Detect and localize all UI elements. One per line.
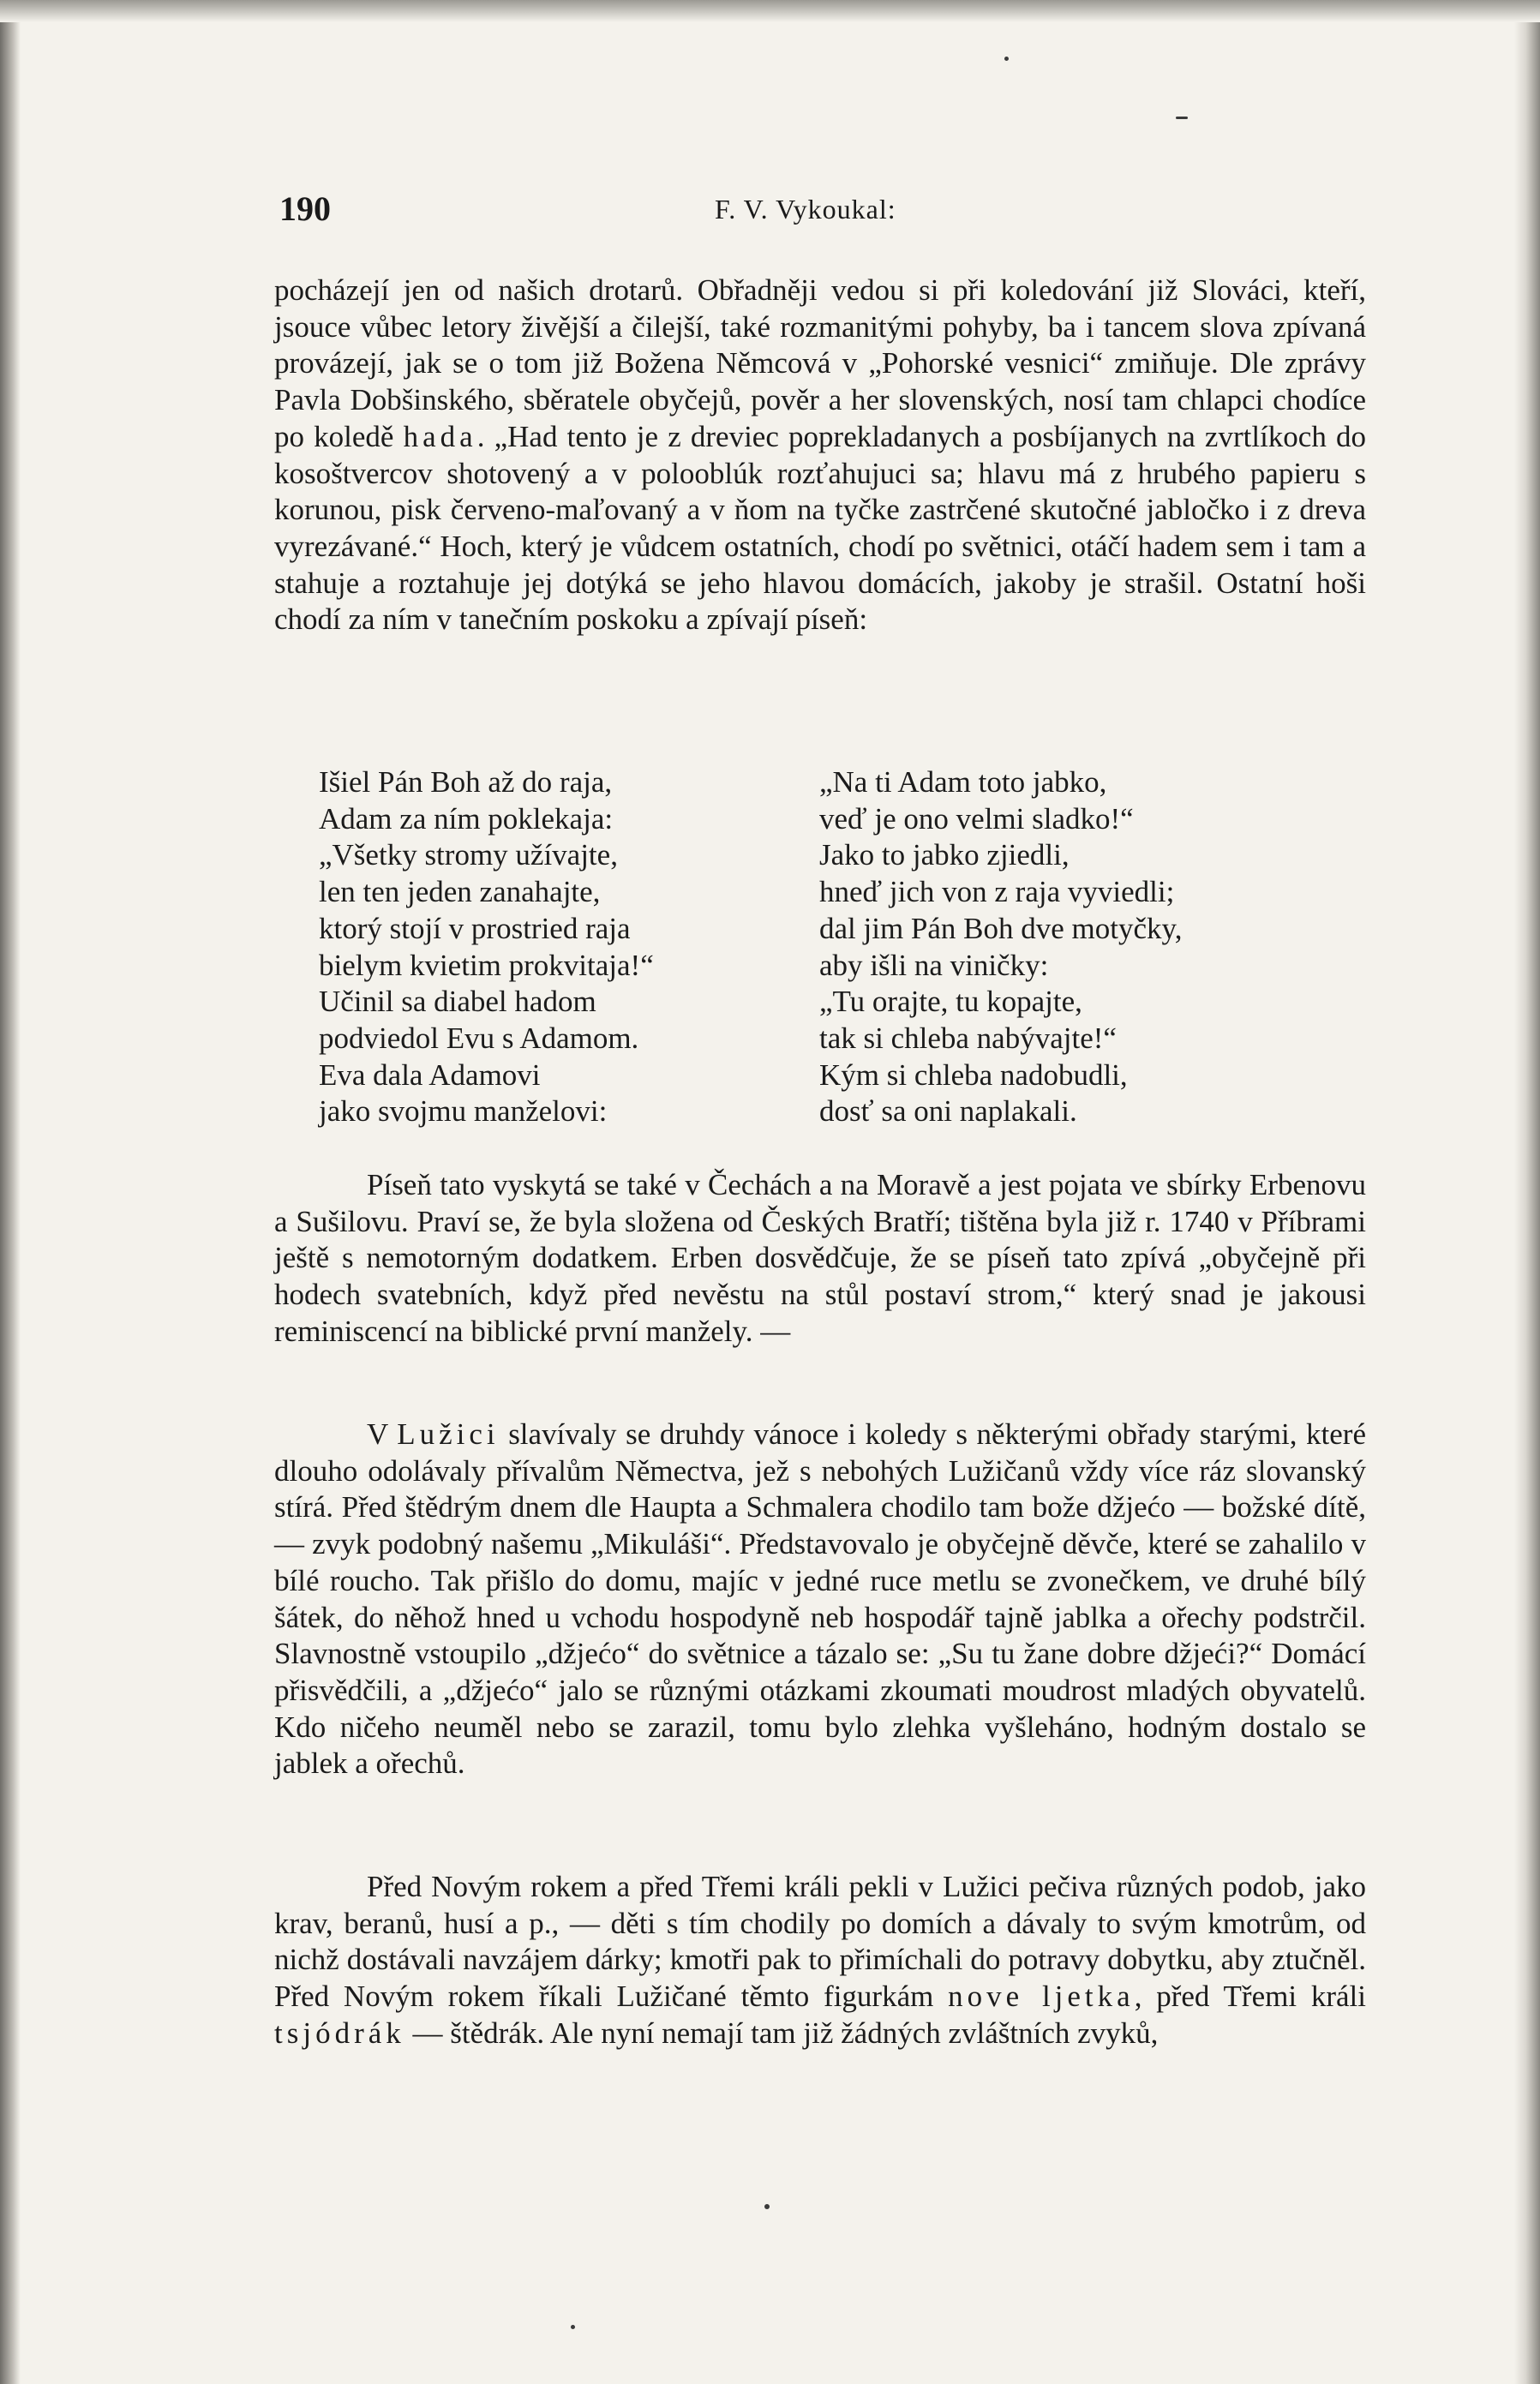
page-left-edge-shadow bbox=[0, 0, 21, 2384]
poem-line: Išiel Pán Boh až do raja, bbox=[319, 765, 613, 799]
paragraph-text: slavívaly se druhdy vánoce i koledy s některými obřady starými, které dlouho odolávaly přívalům Němectva, jež s nebohých Lužičanů vždy více ráz slovanský stírá. Před štědrým dnem dle Haupta a Schmalera chodilo tam bože džjećo — božské dítě, — zvyk podobný našemu „Mikuláši“. Představovalo je obyčejně děvče, které se zahalilo v bílé roucho. Tak přišlo do domu, majíc v jedné ruce metlu se zvonečkem, ve druhé bílý šátek, do něhož hned u vchodu hospodyně neb hospodář tajně jablka a ořechy podstrčil. Slavnostně vstoupilo „džjećo“ do světnice a tázalo se: „Su tu žane dobre džjeći?“ Domácí přisvědčili, a „džjećo“ jalo se různými otázkami zkoumati moudrost mladých obyvatelů. Kdo ničeho neuměl nebo se zarazil, tomu bylo zlehka vyšleháno, hodným dostalo se jablek a ořechů. bbox=[274, 1417, 1366, 1781]
poem-line: dosť sa oni naplakali. bbox=[819, 1094, 1077, 1129]
paragraph-text: pocházejí jen od našich drotarů. Obřadněji vedou si při koledování již Slováci, kteří, jsouce vůbec letory živější a čilejší, také rozmanitými pohyby, ba i tancem slova zpívaná provázejí, jak se o tom již Božena Němcová v „Pohorské vesnici“ zmiňuje. Dle zprávy Pavla Dobšinského, sběratele obyčejů, pověr a her slovenských, nosí tam chlapci chodíce po koledě bbox=[274, 273, 1366, 453]
paragraph-koledovani-slovaci bbox=[274, 273, 1366, 638]
poem-line: jako svojmu manželovi: bbox=[319, 1094, 608, 1129]
paragraph-luzice-vanoce bbox=[274, 1417, 1366, 1782]
spaced-term: nove ljetka bbox=[948, 1980, 1135, 2014]
paragraph-text: , před Třemi králi bbox=[1134, 1980, 1366, 2014]
ink-speck bbox=[1004, 57, 1009, 61]
poem-line: Eva dala Adamovi bbox=[319, 1057, 541, 1092]
poem-line: Adam za ním poklekaja: bbox=[319, 801, 614, 836]
paragraph-pisen-cechy: Píseň tato vyskytá se také v Čechách a na Moravě a jest pojata ve sbírky Erbenovu a Sušilovu. Praví se, že byla složena od Českých Bratří; tištěna byla již r. 1740 v Příbrami ještě s nemotorným dodatkem. Erben dosvědčuje, že se píseň tato zpívá „obyčejně při hodech svatebních, když před nevěstu na stůl postaví strom,“ který snad je jakousi reminiscencí na biblické první manžely. — bbox=[274, 1168, 1366, 1348]
spaced-term: hada bbox=[403, 419, 477, 453]
running-title: F. V. Vykoukal: bbox=[715, 194, 896, 225]
poem-right-column bbox=[819, 764, 1351, 1130]
ink-speck bbox=[1176, 117, 1188, 119]
poem-line: Kým si chleba nadobudli, bbox=[819, 1057, 1128, 1092]
paragraph-text: Před Novým rokem a před Třemi králi pekli v Lužici pečiva různých podob, jako krav, beranů, husí a p., — děti s tím chodily po domích a dávaly to svým kmotrům, od nichž dostávali navzájem dárky; kmotři pak to přimíchali do potravy dobytku, aby ztučněl. Před Novým rokem říkali Lužičané těmto figurkám bbox=[274, 1870, 1366, 2014]
poem-line: aby išli na viničky: bbox=[819, 948, 1049, 982]
spaced-term: tsjódrák bbox=[274, 2016, 405, 2050]
paragraph-text: . „Had tento je z dreviec poprekladanych a posbíjanych na zvrtlíkoch do kosoštvercov shotovený a v polooblúk rozťahujuci sa; hlavu má z hrubého papieru s korunou, pisk červeno-maľovaný a v ňom na tyčke zastrčené skutočné jabločko i z dreva vyrezávané.“ Hoch, který je vůdcem ostatních, chodí po světnici, otáčí hadem sem i tam a stahuje a roztahuje jej dotýká se jeho hlavou domácích, jakoby je strašil. Ostatní hoši chodí za ním v tanečním poskoku a zpívají píseň: bbox=[274, 419, 1366, 637]
paragraph-text: V bbox=[367, 1417, 398, 1451]
poem-line: veď je ono velmi sladko!“ bbox=[819, 801, 1134, 836]
poem-line: Učinil sa diabel hadom bbox=[319, 985, 596, 1019]
poem-line: ktorý stojí v prostried raja bbox=[319, 911, 631, 945]
page-number: 190 bbox=[279, 189, 331, 228]
poem-line: dal jim Pán Boh dve motyčky, bbox=[819, 911, 1183, 945]
poem-line: Jako to jabko zjiedli, bbox=[819, 838, 1070, 872]
paragraph-novy-rok bbox=[274, 1869, 1366, 2052]
poem-line: „Všetky stromy užívajte, bbox=[319, 838, 618, 872]
page-top-edge-shadow bbox=[0, 0, 1540, 22]
poem-line: „Tu orajte, tu kopajte, bbox=[819, 985, 1082, 1019]
ink-speck bbox=[571, 2325, 575, 2329]
poem-line: podviedol Evu s Adamom. bbox=[319, 1021, 639, 1055]
paragraph-text: — štědrák. Ale nyní nemají tam již žádných zvláštních zvyků, bbox=[404, 2016, 1159, 2050]
poem-line: bielym kvietim prokvitaja!“ bbox=[319, 948, 654, 982]
spaced-term: Lužici bbox=[397, 1417, 500, 1451]
poem-line: hneď jich von z raja vyviedli; bbox=[819, 875, 1175, 909]
poem-left-column bbox=[319, 764, 782, 1130]
page-right-edge-shadow bbox=[1514, 0, 1540, 2384]
poem-line: tak si chleba nabývajte!“ bbox=[819, 1021, 1117, 1055]
running-head bbox=[279, 189, 1363, 240]
ink-speck bbox=[764, 2204, 770, 2209]
poem-line: len ten jeden zanahajte, bbox=[319, 875, 601, 909]
poem-line: „Na ti Adam toto jabko, bbox=[819, 765, 1107, 799]
